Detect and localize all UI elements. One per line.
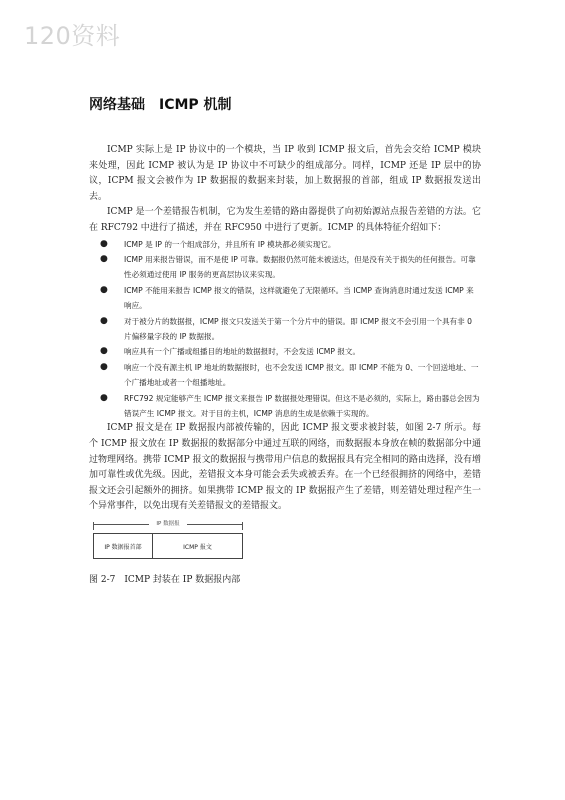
figure-span-label: IP 数据报: [156, 521, 180, 527]
bullet-icon: ●: [100, 392, 108, 403]
list-item: ● ICMP 用来报告错误，而不是使 IP 可靠。数据报仍然可能未被送达，但是没有关于损失的任何报告。可靠性必须通过使用 IP 服务的更高层协议来实现。: [100, 253, 476, 280]
bullet-icon: ●: [100, 315, 108, 326]
paragraph-encapsulation: ICMP 报文是在 IP 数据报内部被传输的，因此 ICMP 报文要求被封装，如图 2-7 所示。每个 ICMP 报文放在 IP 数据报的数据部分中通过互联的网络，而数据报本身放在帧的数据部分中通过物理网络。携带 ICMP 报文的数据报与携带用户信息的数据报具有完全相同的路由选择，没有增加可靠性或优先级。因此，差错报文本身可能会丢失或被丢弃。在一个已经很拥挤的网络中，差错报文还会引起额外的拥挤。如果携带 ICMP 报文的 IP 数据报产生了差错，则差错处理过程产生一个异常事件，以免出现有关差错报文的差错报文。: [89, 423, 481, 512]
article-body: [89, 143, 481, 515]
paragraph-intro-2: ICMP 是一个差错报告机制，它为发生差错的路由器提供了向初始源站点报告差错的方法。它在 RFC792 中进行了描述，并在 RFC950 中进行了更新。ICMP 的具体特征介绍如下：: [89, 207, 481, 233]
ip-header-cell: IP 数据报首部: [94, 534, 153, 558]
list-item: ● 响应一个没有源主机 IP 地址的数据报时，也不会发送 ICMP 报文。即 ICMP 不能为 0、一个回送地址、一个广播地址或者一个组播地址。: [100, 361, 479, 388]
bracket-tick-right: [242, 522, 243, 530]
figure-caption: 图 2-7 ICMP 封装在 IP 数据报内部: [89, 575, 241, 585]
bracket-line-left: [93, 524, 149, 525]
datagram-box: [93, 533, 243, 559]
bullet-icon: ●: [100, 361, 108, 372]
bullet-icon: ●: [100, 238, 108, 249]
bullet-icon: ●: [100, 253, 108, 264]
page-title: 网络基础 ICMP 机制: [89, 97, 232, 113]
feature-list: [89, 237, 481, 422]
list-item: ● RFC792 规定能够产生 ICMP 报文来报告 IP 数据报处理错误。但这不是必须的，实际上，路由器总会因为错误产生 ICMP 报文。对于目的主机，ICMP 消息的生成是依赖于实现的。: [100, 392, 480, 419]
watermark: 120资料: [24, 22, 121, 50]
bracket-line-right: [187, 524, 243, 525]
bullet-icon: ●: [100, 346, 108, 357]
bullet-icon: ●: [100, 284, 108, 295]
list-item: ● ICMP 是 IP 的一个组成部分，并且所有 IP 模块都必须实现它。: [89, 237, 481, 252]
paragraph-intro-1: ICMP 实际上是 IP 协议中的一个模块，当 IP 收到 ICMP 报文后，首先会交给 ICMP 模块来处理，因此 ICMP 被认为是 IP 协议中不可缺少的组成部分。同样，ICMP 还是 IP 层中的协议，ICPM 报文会被作为 IP 数据报的数据来封装，加上数据报的首部，组成 IP 数据报发送出去。: [89, 145, 481, 202]
list-item: ● ICMP 不能用来报告 ICMP 报文的错误，这样就避免了无限循环。当 ICMP 查询消息时通过发送 ICMP 来响应。: [100, 284, 474, 311]
icmp-message-cell: ICMP 报文: [183, 543, 212, 551]
encapsulation-figure: [93, 520, 243, 562]
list-item: ● 对于被分片的数据报，ICMP 报文只发送关于第一个分片中的错误。即 ICMP 报文不会引用一个具有非 0 片偏移量字段的 IP 数据报。: [100, 315, 472, 341]
figure-span-bracket: [93, 520, 243, 528]
list-item: ● 响应具有一个广播或组播目的地址的数据报时，不会发送 ICMP 报文。: [89, 344, 481, 359]
